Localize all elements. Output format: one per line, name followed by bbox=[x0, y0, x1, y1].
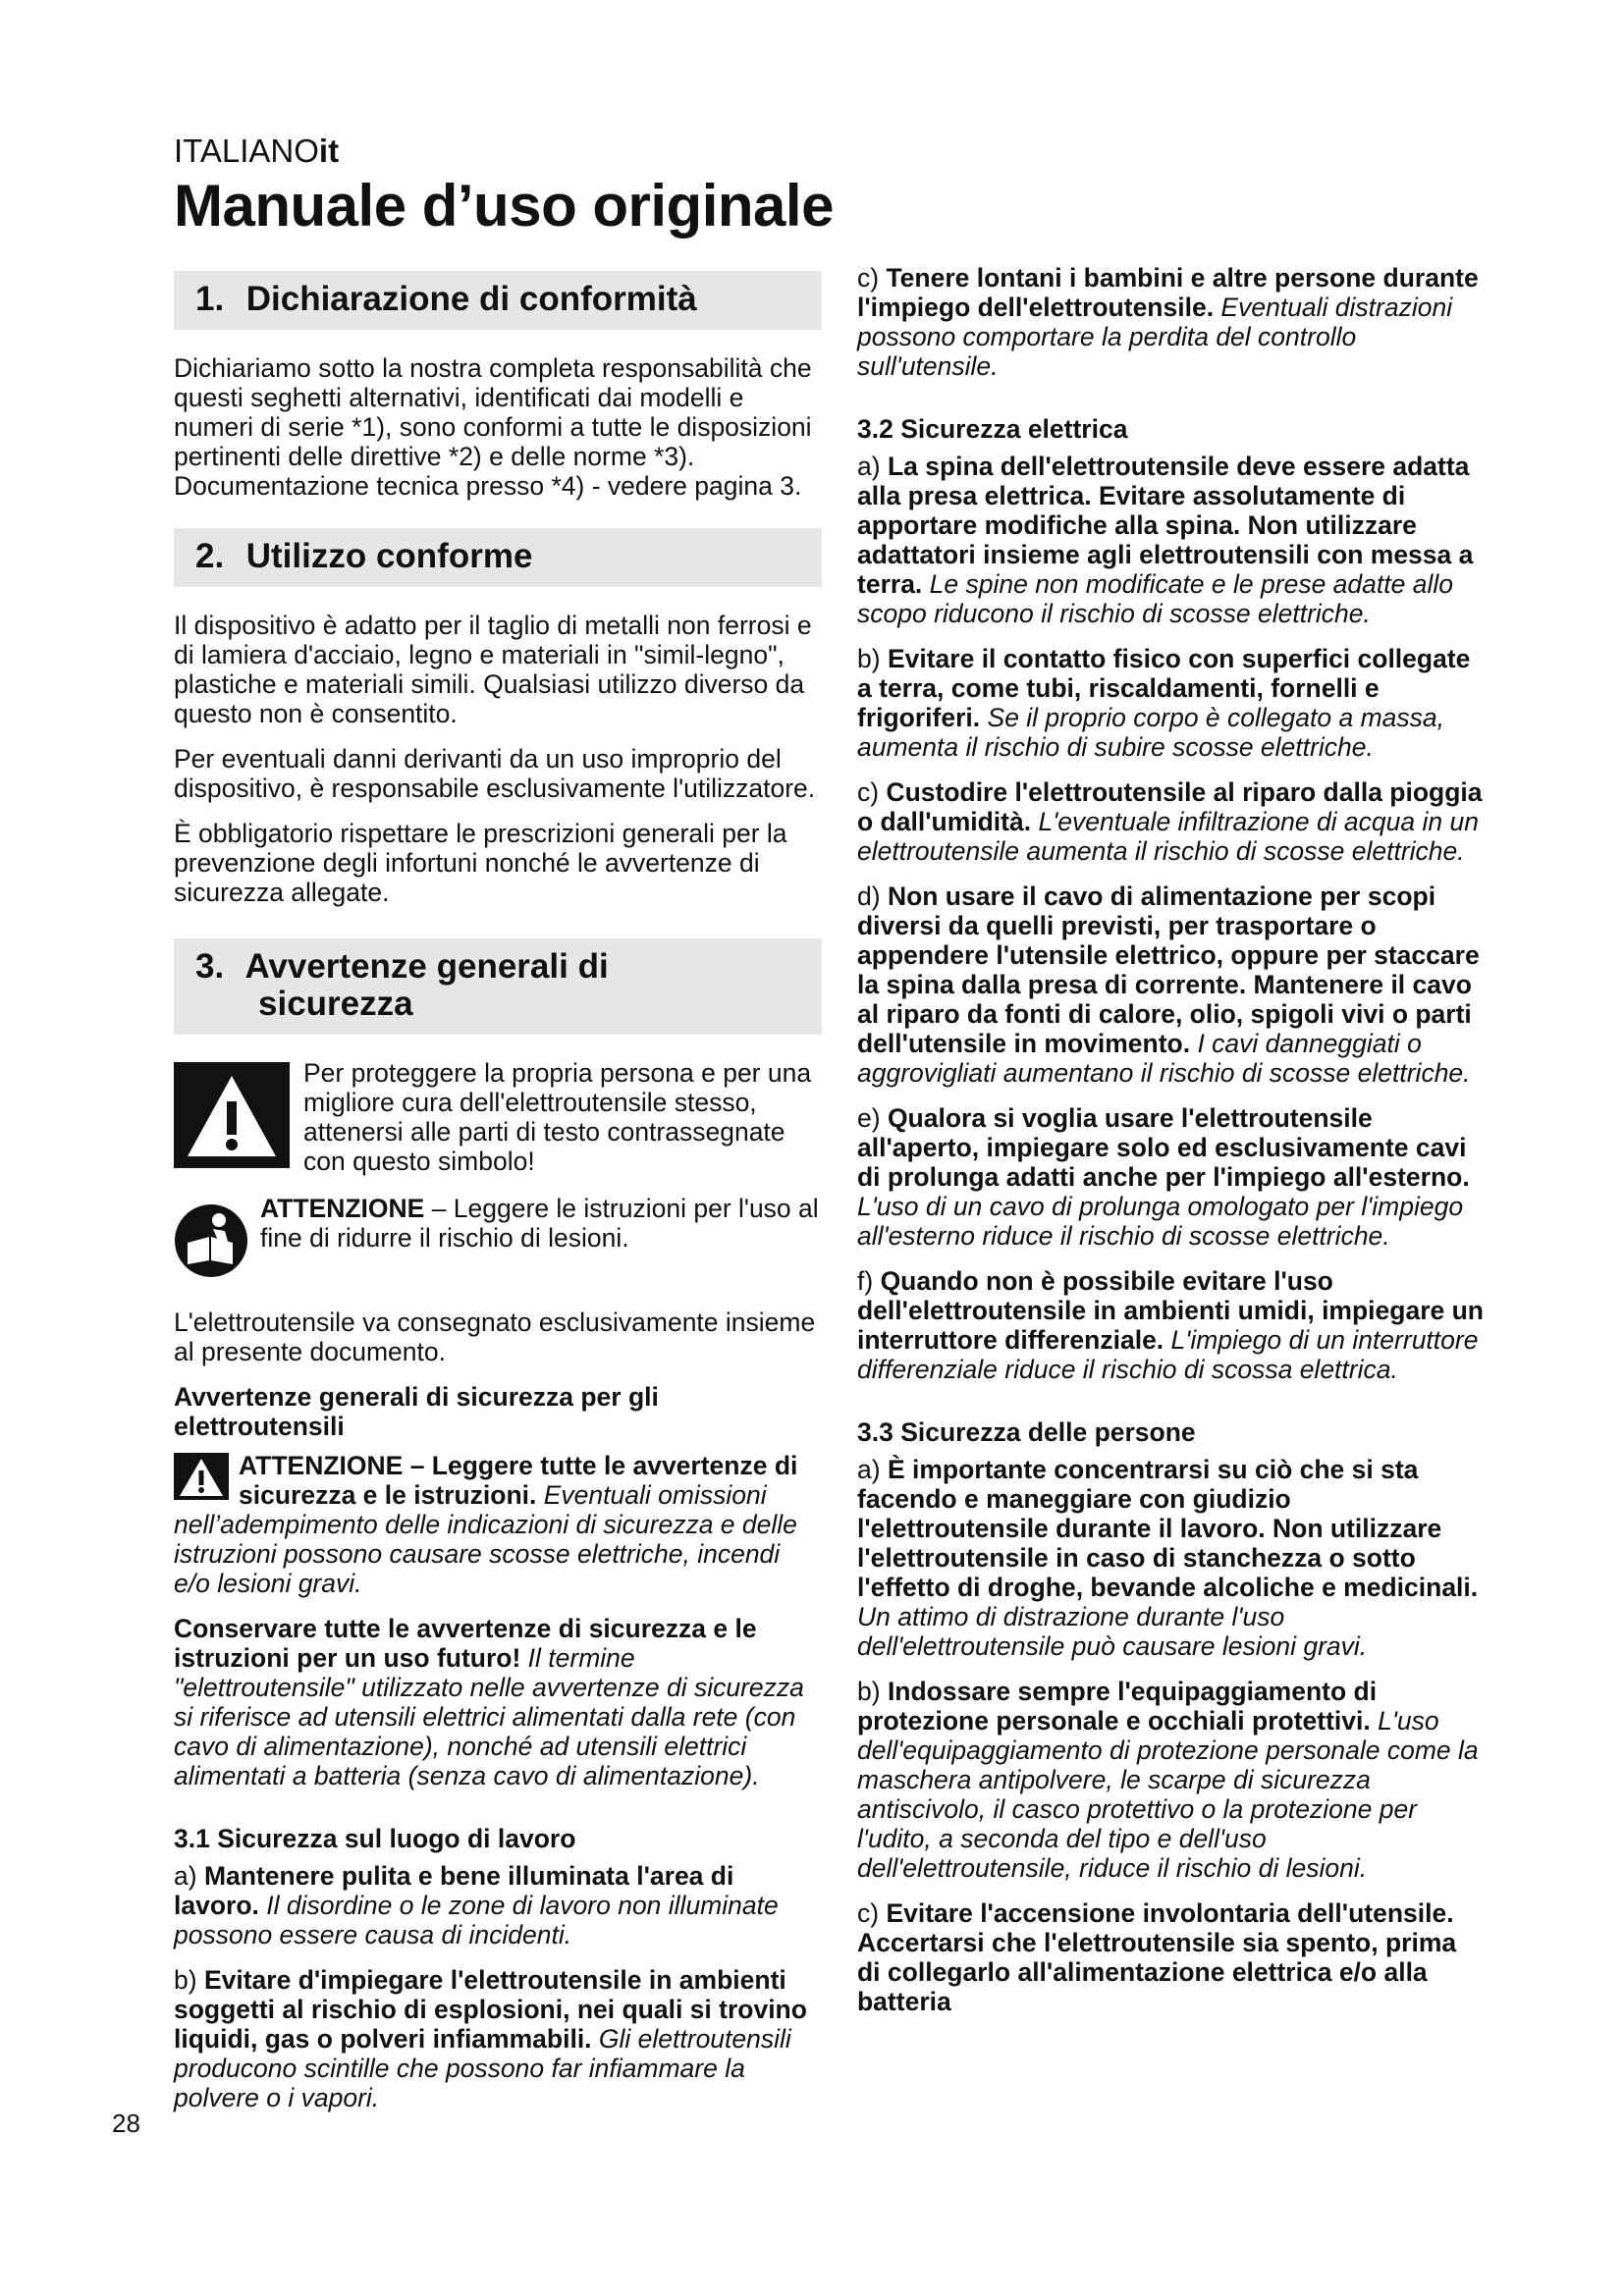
item-3-3-a: a) È importante concentrarsi su ciò che si sta facendo e maneggiare con giudizio l'elettroutensile durante il lavoro. Non utilizzare l'elettroutensile in caso di stanchezza o sotto l'effetto di droghe, bevande alcoliche e medicinali. Un attimo di distrazione durante l'uso dell'elettroutensile può causare lesioni gravi. bbox=[857, 1455, 1479, 1661]
right-column bbox=[857, 263, 1484, 2032]
read-manual-icon bbox=[174, 1203, 248, 1278]
delivery-note: L'elettroutensile va consegnato esclusivamente insieme al presente documento. bbox=[174, 1308, 816, 1366]
section-2-heading: 2. Utilizzo conforme bbox=[174, 528, 822, 587]
section-3-1-heading: 3.1 Sicurezza sul luogo di lavoro bbox=[174, 1824, 576, 1853]
item-3-2-a: a) La spina dell'elettroutensile deve essere adatta alla presa elettrica. Evitare assolutamente di apportare modifiche alla spina. Non utilizzare adattatori insieme agli elettroutensili con messa a terra. Le spine non modificate e le prese adatte allo scopo riducono il rischio di scosse elettriche. bbox=[857, 452, 1474, 628]
left-column bbox=[174, 263, 822, 2128]
section-3-heading: 3. Avvertenze generali di sicurezza bbox=[174, 938, 822, 1035]
warning-triangle-icon bbox=[174, 1453, 229, 1500]
section-3-3-heading: 3.3 Sicurezza delle persone bbox=[857, 1417, 1196, 1447]
keep-instructions-paragraph: Conservare tutte le avvertenze di sicurezza e le istruzioni per un uso futuro! Il termine "elettroutensile" utilizzato nelle avvertenze di sicurezza si riferisce ad utensili elettrici alimentati dalla rete (con cavo di alimentazione), nonché ad utensili elettrici alimentati a batteria (senza cavo di alimentazione). bbox=[174, 1614, 804, 1790]
language-label: ITALIANOit bbox=[174, 133, 340, 169]
item-3-2-c: c) Custodire l'elettroutensile al riparo dalla pioggia o dall'umidità. L'eventuale infiltrazione di acqua in un elettroutensile aumenta il rischio di scosse elettriche. bbox=[857, 777, 1483, 866]
item-3-2-e: e) Qualora si voglia usare l'elettroutensile all'aperto, impiegare solo ed esclusivamente cavi di prolunga adatti anche per l'impiego all'esterno. L'uso di un cavo di prolunga omologato per l'impiego all'esterno riduce il rischio di scosse elettriche. bbox=[857, 1103, 1470, 1251]
page-title: Manuale d’uso originale bbox=[174, 173, 834, 239]
item-3-3-c: c) Evitare l'accensione involontaria dell'utensile. Accertarsi che l'elettroutensile sia spento, prima di collegarlo all'alimentazione elettrica e/o alla batteria bbox=[857, 1898, 1457, 2016]
general-warnings-heading: Avvertenze generali di sicurezza per gli elettroutensili bbox=[174, 1382, 659, 1441]
section-1-text: Dichiariamo sotto la nostra completa responsabilità che questi seghetti alternativi, identificati dai modelli e numeri di serie *1), sono conformi a tutte le disposizioni pertinenti delle direttive *2) e delle norme *3). Documentazione tecnica presso *4) - vedere pagina 3. bbox=[174, 353, 812, 501]
attention-paragraph: ATTENZIONE – Leggere tutte le avvertenze di sicurezza e le istruzioni. Eventuali omissioni nell’adempimento delle indicazioni di sicurezza e delle istruzioni possono causare scosse elettriche, incendi e/o lesioni gravi. bbox=[174, 1451, 798, 1598]
section-1-heading: 1. Dichiarazione di conformità bbox=[174, 271, 822, 330]
warning-symbol-text: Per proteggere la propria persona e per una migliore cura dell'elettroutensile stesso, attenersi alle parti di testo contrassegnate con questo simbolo! bbox=[303, 1058, 812, 1176]
item-3-1-b: b) Evitare d'impiegare l'elettroutensile in ambienti soggetti al rischio di esplosioni, nei quali si trovino liquidi, gas o polveri infiammabili. Gli elettroutensili producono scintille che possono far infiammare la polvere o i vapori. bbox=[174, 1965, 807, 2112]
section-2-text-3: È obbligatorio rispettare le prescrizioni generali per la prevenzione degli infortuni nonché le avvertenze di sicurezza allegate. bbox=[174, 819, 787, 907]
item-3-3-b: b) Indossare sempre l'equipaggiamento di protezione personale e occhiali protettivi. L'uso dell'equipaggiamento di protezione personale come la maschera antipolvere, le scarpe di sicurezza antiscivolo, il casco protettivo o la protezione per l'udito, a seconda del tipo e dell'uso dell'elettroutensile, riduce il rischio di lesioni. bbox=[857, 1677, 1479, 1883]
section-3-2-heading: 3.2 Sicurezza elettrica bbox=[857, 414, 1128, 444]
warning-triangle-icon bbox=[174, 1062, 290, 1168]
item-3-1-a: a) Mantenere pulita e bene illuminata l'area di lavoro. Il disordine o le zone di lavoro non illuminate possono essere causa di incidenti. bbox=[174, 1861, 779, 1949]
section-2-text-1: Il dispositivo è adatto per il taglio di metalli non ferrosi e di lamiera d'acciaio, legno e materiali in "simil-legno", plastiche e materiali simili. Qualsiasi utilizzo diverso da questo non è consentito. bbox=[174, 611, 812, 728]
item-3-1-c: c) Tenere lontani i bambini e altre persone durante l'impiego dell'elettroutensile. Eventuali distrazioni possono comportare la perdita del controllo sull'utensile. bbox=[857, 263, 1479, 381]
warning-symbol-block bbox=[174, 1058, 822, 1176]
read-manual-block: ATTENZIONE – Leggere le istruzioni per l'uso al fine di ridurre il rischio di lesioni. bbox=[174, 1194, 822, 1278]
item-3-2-f: f) Quando non è possibile evitare l'uso dell'elettroutensile in ambienti umidi, impiegare un interruttore differenziale. L'impiego di un interruttore differenziale riduce il rischio di scossa elettrica. bbox=[857, 1266, 1484, 1384]
item-3-2-b: b) Evitare il contatto fisico con superfici collegate a terra, come tubi, riscaldamenti, fornelli e frigoriferi. Se il proprio corpo è collegato a massa, aumenta il rischio di subire scosse elettriche. bbox=[857, 644, 1471, 762]
item-3-2-d: d) Non usare il cavo di alimentazione per scopi diversi da quelli previsti, per trasportare o appendere l'utensile elettrico, oppure per staccare la spina dalla presa di corrente. Mantenere il cavo al riparo da fonti di calore, olio, spigoli vivi o parti dell'utensile in movimento. I cavi danneggiati o aggrovigliati aumentano il rischio di scosse elettriche. bbox=[857, 881, 1480, 1088]
section-2-text-2: Per eventuali danni derivanti da un uso improprio del dispositivo, è responsabile esclusivamente l'utilizzatore. bbox=[174, 744, 816, 803]
page-number: 28 bbox=[112, 2109, 140, 2138]
